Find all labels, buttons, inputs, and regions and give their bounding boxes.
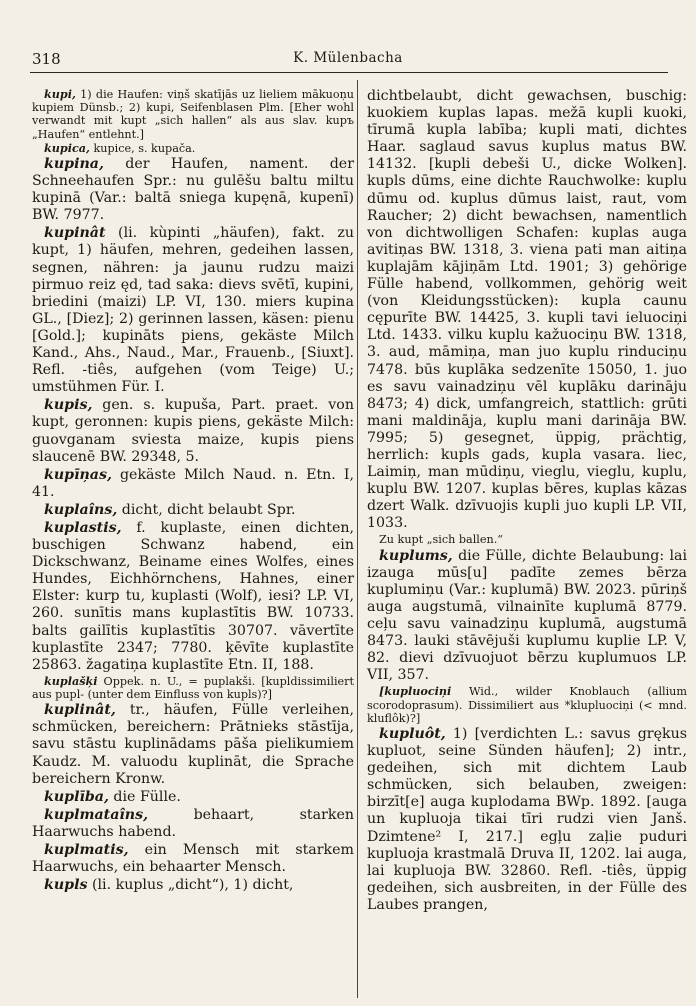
- entry-text: 1) die Haufen: viņš skatījās uz lieliem mākuoņu kupiem Dünsb.; 2) kupi, Seifenblasen Plm. [Eher wohl verwandt mit kupt „sich hallen“ als aus slav. kupъ „Haufen“ entlehnt.]: [32, 88, 354, 141]
- dictionary-entry: [32, 877, 354, 894]
- dictionary-entry: [32, 502, 354, 519]
- dictionary-entry: [32, 88, 354, 141]
- dictionary-entry: [32, 397, 354, 465]
- entry-headword: kupluôt,: [379, 726, 446, 742]
- entry-headword: kuplība,: [44, 788, 109, 805]
- entry-headword: kupi,: [44, 87, 76, 101]
- entry-text: die Fülle.: [108, 788, 181, 805]
- dictionary-entry: [32, 675, 354, 701]
- entry-headword: kuplmataîns,: [44, 806, 149, 823]
- entry-headword: kupina,: [44, 156, 104, 173]
- dictionary-entry: [32, 520, 354, 674]
- dictionary-entry: [367, 548, 687, 685]
- column-divider: [357, 80, 358, 998]
- dictionary-entry: [32, 789, 354, 806]
- dictionary-entry: [367, 533, 687, 546]
- entry-headword: kuplaîns,: [44, 501, 118, 518]
- entry-headword: kupis,: [44, 397, 93, 414]
- entry-headword: kuplastis,: [44, 519, 122, 536]
- entry-text: Oppek. n. U., = puplakši. [kupldissimiliert aus pupl- (unter dem Einfluss von kupls)?]: [32, 674, 354, 702]
- entry-text: ein Mensch mit starkem Haarwuchs, ein behaarter Mensch.: [32, 841, 354, 876]
- entry-text: dichtbelaubt, dicht gewachsen, buschig: kuokiem kuplas lapas. mežā kupli kuoki, tīrumā kupla labība; kupli mati, dichtes Haar. saglaud savus kuplus matus BW. 14132. [kupli debeši U., dicke Wolken]. kupls dūms, eine dichte Rauchwolke: kuplu dūmu od. kuplus dūmus laist, raut, vom Raucher; 2) dicht bewachsen, namentlich von dichtwolligen Schafen: kuplas auga avitiņas BW. 1318, 3. viena pati man aitiņa kuplajām kājiņām Ltd. 1901; 3) gehörige Fülle habend, vollkommen, gehörig weit (von Kleidungsstücken): kupla caunu cępurīte BW. 14425, 3. kupli tavi ieluociņi Ltd. 1433. vilku kuplu kažuociņu BW. 1318, 3. aud, māmiņa, man juo kuplu rinduciņu 7478. būs kuplāka sedzenīte 15050, 1. juo es savu vainadziņu vēl kuplāku darināju 8473; 4) dick, umfangreich, stattlich: grūti mani maldināja, kuplu mani darināja BW. 7995; 5) gesegnet, üppig, prächtig, herrlich: kupls gads, kupla vasara. liec, Laimiņ, man mūdiņu, vieglu, vieglu, kuplu, kuplu BW. 1207. kuplas bēres, kuplas kāzas dzert Walk. dzīvuojis kupli juo kupli LP. VII, 1033.: [367, 88, 687, 532]
- entry-text: Wid., wilder Knoblauch (allium scorodoprasum). Dissimiliert aus *klupluociņi (< mnd. kluflôk)?]: [367, 685, 687, 725]
- entry-headword: kuplašķi: [44, 673, 98, 688]
- entry-headword: kupica,: [44, 140, 90, 155]
- entry-headword: kuplums,: [379, 547, 453, 564]
- running-title: K. Mülenbacha: [293, 50, 403, 66]
- entry-text: gen. s. kupuša, Part. praet. von kupt, geronnen: kupis piens, gekäste Milch: guovganam sviesta maize, kupis piens slaucenē BW. 29348, 5.: [32, 397, 354, 465]
- entry-text: dicht, dicht belaubt Spr.: [117, 501, 296, 518]
- left-column: [32, 88, 354, 895]
- dictionary-entry: [32, 842, 354, 876]
- dictionary-entry: [367, 726, 687, 914]
- dictionary-entry: [32, 225, 354, 396]
- entry-headword: kuplinât,: [44, 702, 116, 719]
- entry-text: kupice, s. kupača.: [89, 141, 196, 155]
- entry-text: Zu kupt „sich ballen.“: [379, 533, 503, 547]
- entry-headword: kuplmatis,: [44, 841, 129, 858]
- dictionary-entry: [32, 467, 354, 501]
- header-rule: [30, 72, 668, 73]
- right-column: [367, 88, 687, 915]
- page-number: 318: [32, 50, 61, 68]
- dictionary-entry: [32, 142, 354, 155]
- dictionary-entry: [367, 685, 687, 725]
- entry-text: gekäste Milch Naud. n. Etn. I, 41.: [32, 466, 354, 500]
- entry-text: tr., häufen, Fülle verleihen, schmücken, bereichern: Prātnieks stāstīja, savu stāstu kuplinādams pāša pielikumiem Kaudz. M. valuodu kuplināt, die Sprache bereichern Kronw.: [32, 702, 354, 787]
- entry-text: behaart, starken Haarwuchs habend.: [32, 806, 354, 840]
- entry-headword: kupls: [44, 877, 88, 894]
- entry-text: die Fülle, dichte Belaubung: lai izauga mūs[u] padīte zemes bērza kuplumiņu (Var.: kuplumā) BW. 2023. pūriņš auga augstumā, vilnainīte kuplumā 8779. ceļu savu vainadziņu kuplumā, augstumā 8473. lauki stāvējuši kuplumu kuplie LP. V, 82. dievi dzīvuojuot bērzu kuplumuos LP. VII, 357.: [367, 547, 687, 684]
- dictionary-entry: [32, 702, 354, 787]
- entry-text: 1) [verdichten L.: savus grękus kupluot, seine Sünden häufen]; 2) intr., gedeihen, sich mit dichtem Laub schmücken, sich belauben, zweigen: birzīt[e] auga kuplodama BWp. 1892. [auga un kupluoja tikai tīri rudzi vien Janš. Dzimtene² I, 217.] egļu zaļie puduri kupluoja krastmalā Druva II, 1202. lai auga, lai kupluoja BW. 32860. Refl. -tiês, üppig gedeihen, sich ausbreiten, in der Fülle des Laubes prangen,: [367, 726, 687, 913]
- dictionary-entry: [32, 807, 354, 841]
- entry-text: der Haufen, nament. der Schneehaufen Spr.: nu gulēšu baltu miltu kupinā (Var.: baltā sniega kupęnā, kupenī) BW. 7977.: [32, 156, 354, 224]
- entry-text: f. kuplaste, einen dichten, buschigen Schwanz habend, ein Dickschwanz, Beiname eines Wolfes, eines Hundes, Eichhörnchens, Hahnes, einer Elster: kurp tu, kuplasti (Wolf), iesi? LP. VI, 260. sunītis mans kuplastītis BW. 10733. balts gailītis kuplastītis 30707. vāvertīte kuplastīte 2347; 7780. ķēvīte kuplastīte 25863. žagatiņa kuplastīte Etn. II, 188.: [32, 519, 354, 673]
- entry-headword: kupinât: [44, 225, 106, 242]
- entry-text: (li. kuplus „dicht“), 1) dicht,: [87, 877, 294, 894]
- entry-headword: [kupluociņi: [379, 684, 452, 699]
- dictionary-entry: [367, 88, 687, 532]
- entry-headword: kupīņas,: [44, 466, 112, 483]
- dictionary-entry: [32, 156, 354, 224]
- entry-text: (li. kùpinti „häufen), fakt. zu kupt, 1) häufen, mehren, gedeihen lassen, segnen, nähren: ja jaunu rudzu maizi pirmuo reiz ęd, tad saka: dievs svētī, kupini, briedini (maizi) LP. VI, 130. miers kupina GL., [Diez]; 2) gerinnen lassen, käsen: pienu [Gold.]; kupināts piens, gekäste Milch Kand., Ahs., Naud., Mar., Frauenb., [Siuxt]. Refl. -tiês, aufgehen (vom Teige) U.; umstühmen Für. I.: [32, 225, 354, 396]
